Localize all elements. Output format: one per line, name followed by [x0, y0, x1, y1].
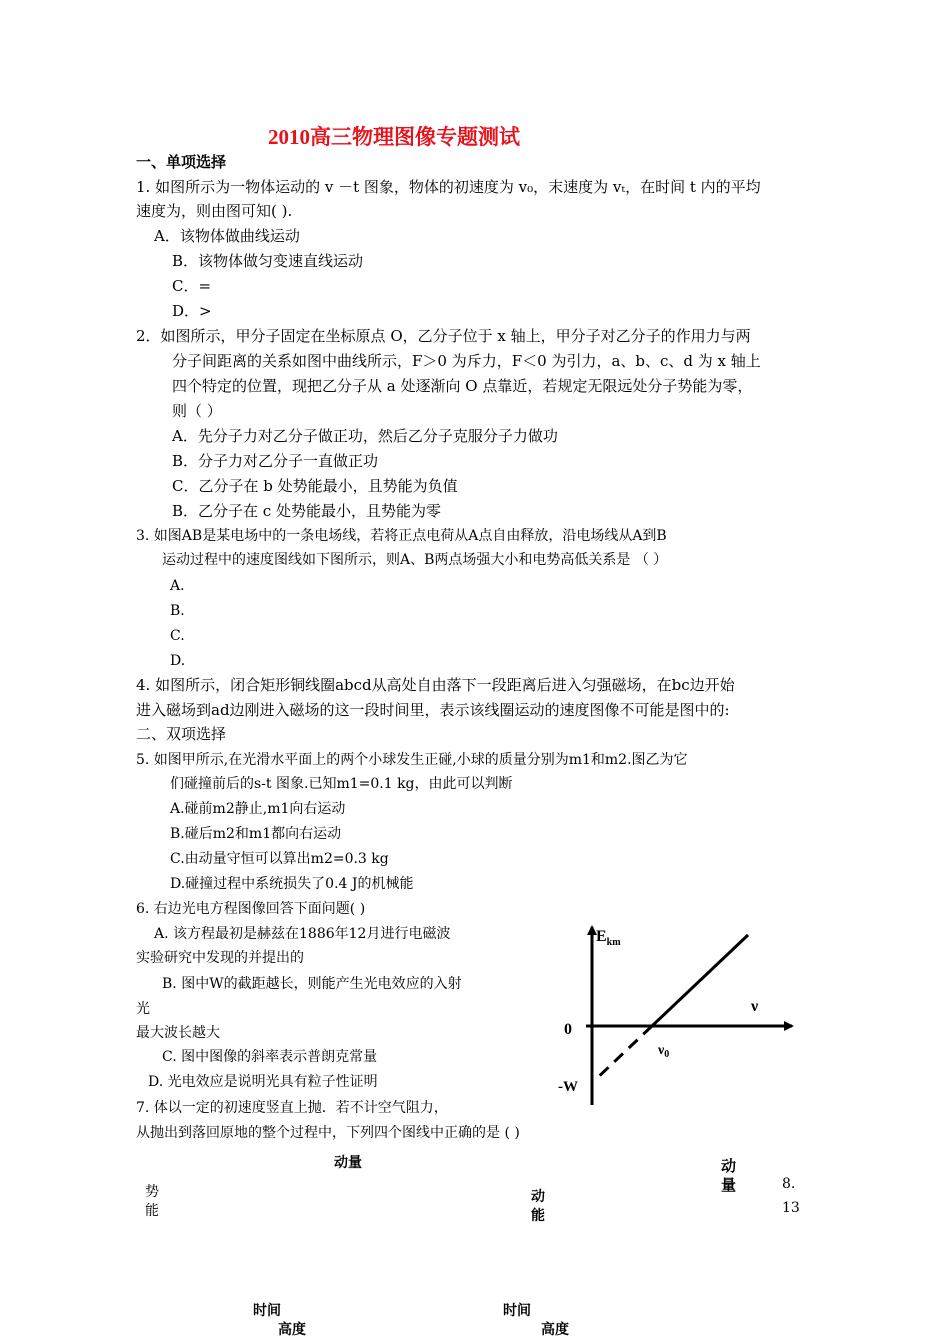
photoelectric-graph	[550, 915, 810, 1115]
q3-option-d: D.	[170, 653, 186, 669]
q3-option-b: B.	[170, 603, 185, 619]
fig-label-kinetic-2: 能	[531, 1208, 545, 1224]
q1-option-a: A．该物体做曲线运动	[154, 227, 300, 245]
q2-stem-line2: 分子间距离的关系如图中曲线所示，F＞0 为斥力，F＜0 为引力，a、b、c、d 为 x 轴上	[172, 352, 761, 370]
q1-option-b: B．该物体做匀变速直线运动	[172, 252, 364, 270]
q6-option-a-line2: 实验研究中发现的并提出的	[136, 950, 304, 966]
fig-label-momentum-r1: 动	[721, 1157, 737, 1175]
q5-option-c: C.由动量守恒可以算出m2=0.3 kg	[170, 851, 389, 867]
q6-option-b-line1: B. 图中W的截距越长，则能产生光电效应的入射	[162, 976, 462, 992]
q2-option-d: B．乙分子在 c 处势能最小，且势能为零	[172, 502, 441, 520]
fig-label-time-1: 时间	[253, 1303, 281, 1319]
section-heading-single: 一、单项选择	[136, 153, 227, 171]
fig-label-height-2: 高度	[541, 1322, 569, 1338]
w-intercept-label: -W	[558, 1079, 578, 1095]
q4-stem-line1: 4. 如图所示，闭合矩形铜线圈abcd从高处自由落下一段距离后进入匀强磁场，在bc边开始	[136, 676, 735, 694]
q5-stem-line1: 5. 如图甲所示,在光滑水平面上的两个小球发生正碰,小球的质量分别为m1和m2.图乙为它	[136, 752, 688, 768]
q5-stem-line2: 们碰撞前后的s-t 图象.已知m1=0.1 kg，由此可以判断	[170, 776, 513, 792]
question-number-8: 8.	[782, 1176, 796, 1192]
q3-option-c: C.	[170, 628, 185, 644]
q5-option-b: B.碰后m2和m1都向右运动	[170, 826, 342, 842]
q1-option-c: C．=	[172, 277, 212, 295]
x-axis-label: ν	[751, 998, 759, 1015]
fig-label-height-1: 高度	[278, 1322, 306, 1338]
q2-option-c: C．乙分子在 b 处势能最小，且势能为负值	[172, 477, 458, 495]
q6-option-c: C. 图中图像的斜率表示普朗克常量	[162, 1049, 378, 1065]
q6-option-b-line2: 光	[136, 1001, 150, 1017]
q1-stem-line2: 速度为，则由图可知( ).	[136, 202, 293, 220]
fig-label-momentum: 动量	[334, 1155, 362, 1171]
q5-option-d: D.碰撞过程中系统损失了0.4 J的机械能	[170, 876, 414, 892]
q7-stem-line2: 从抛出到落回原地的整个过程中，下列四个图线中正确的是 ( )	[136, 1125, 520, 1141]
q2-stem-line4: 则（ ）	[172, 402, 222, 420]
q6-option-b-line3: 最大波长越大	[136, 1025, 220, 1041]
question-number-13: 13	[782, 1200, 800, 1216]
q5-option-a: A.碰前m2静止,m1向右运动	[170, 801, 346, 817]
q1-option-d: D．>	[172, 302, 212, 320]
fig-label-momentum-r2: 量	[721, 1176, 737, 1194]
fig-label-time-2: 时间	[503, 1303, 531, 1319]
y-axis-label: $E_{km}$	[596, 928, 621, 948]
fig-label-potential-2: 能	[145, 1203, 159, 1219]
origin-label: 0	[564, 1021, 572, 1038]
q2-option-b: B．分子力对乙分子一直做正功	[172, 452, 379, 470]
q2-option-a: A．先分子力对乙分子做正功，然后乙分子克服分子力做功	[172, 427, 558, 445]
q2-stem-line1: 2．如图所示，甲分子固定在坐标原点 O，乙分子位于 x 轴上，甲分子对乙分子的作用力与两	[136, 327, 751, 345]
q7-stem-line1: 7. 体以一定的初速度竖直上抛．若不计空气阻力，	[136, 1100, 448, 1116]
q4-stem-line2: 进入磁场到ad边刚进入磁场的这一段时间里，表示该线圈运动的速度图像不可能是图中的:	[136, 701, 730, 719]
q2-stem-line3: 四个特定的位置，现把乙分子从 a 处逐渐向 O 点靠近，若规定无限远处分子势能为零，	[172, 377, 753, 395]
page-title: 2010高三物理图像专题测试	[268, 125, 520, 149]
q1-stem-line1: 1. 如图所示为一物体运动的 v －t 图象，物体的初速度为 v₀，末速度为 vₜ，在时间 t 内的平均	[136, 178, 761, 196]
q3-stem-line2: 运动过程中的速度图线如下图所示，则A、B两点场强大小和电势高低关系是 （ ）	[162, 552, 668, 568]
q6-stem: 6. 右边光电方程图像回答下面问题( )	[136, 901, 366, 917]
v0-label: $\nu_0$	[658, 1043, 670, 1060]
q3-option-a: A.	[170, 578, 185, 594]
fig-label-potential-1: 势	[145, 1184, 159, 1200]
graph-line-solid	[652, 935, 748, 1026]
q6-option-a-line1: A. 该方程最初是赫兹在1886年12月进行电磁波	[154, 926, 451, 942]
graph-line-dashed	[594, 1026, 652, 1081]
section-heading-double: 二、双项选择	[136, 725, 227, 743]
q3-stem-line1: 3. 如图AB是某电场中的一条电场线，若将正点电荷从A点自由释放，沿电场线从A到B	[136, 528, 667, 544]
q6-option-d: D. 光电效应是说明光具有粒子性证明	[148, 1074, 378, 1090]
fig-label-kinetic-1: 动	[531, 1189, 545, 1205]
